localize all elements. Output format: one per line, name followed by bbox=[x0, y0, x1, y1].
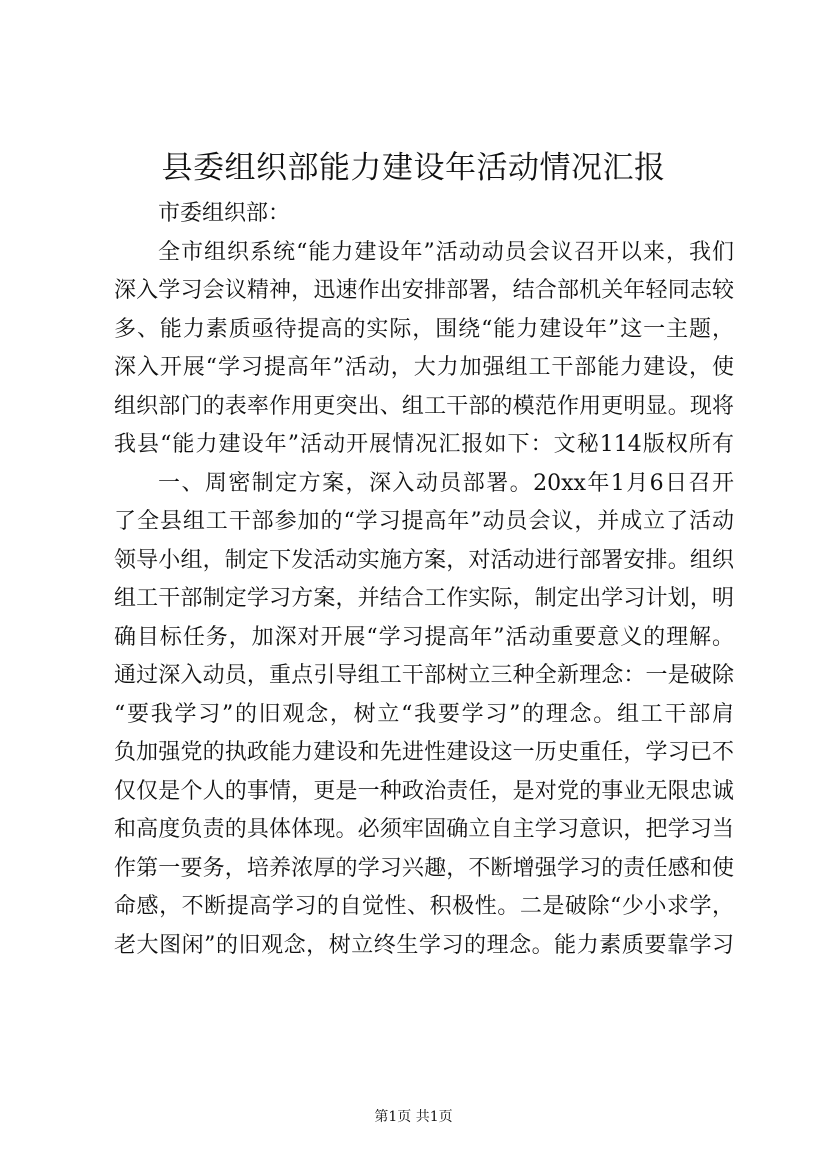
salutation-line: 市委组织部： bbox=[158, 201, 291, 226]
body-line: 组织部门的表率作用更突出、组工干部的模范作用更明显。现将 bbox=[114, 393, 734, 419]
document-title: 县委组织部能力建设年活动情况汇报 bbox=[161, 150, 666, 186]
body-line: 全市组织系统“能力建设年”活动动员会议召开以来，我们 bbox=[158, 239, 734, 265]
body-line: 作第一要务，培养浓厚的学习兴趣，不断增强学习的责任感和使 bbox=[114, 855, 734, 881]
body-line: 命感，不断提高学习的自觉性、积极性。二是破除“少小求学， bbox=[114, 894, 734, 919]
body-line: 确目标任务，加深对开展“学习提高年”活动重要意义的理解。 bbox=[114, 624, 734, 650]
body-line: 深入学习会议精神，迅速作出安排部署，结合部机关年轻同志较 bbox=[114, 278, 734, 303]
body-line: 老大图闲”的旧观念，树立终生学习的理念。能力素质要靠学习 bbox=[114, 932, 734, 958]
body-line: 和高度负责的具体体现。必须牢固确立自主学习意识，把学习当 bbox=[114, 817, 734, 842]
body-line: 我县“能力建设年”活动开展情况汇报如下：文秘114版权所有 bbox=[114, 432, 734, 457]
body-line: 多、能力素质亟待提高的实际，围绕“能力建设年”这一主题， bbox=[114, 316, 734, 342]
page-footer: 第1页 共1页 bbox=[374, 1109, 453, 1125]
body-line: 一、周密制定方案，深入动员部署。20xx年1月6日召开 bbox=[158, 470, 734, 496]
body-line: 领导小组，制定下发活动实施方案，对活动进行部署安排。组织 bbox=[114, 547, 734, 573]
body-line: “要我学习”的旧观念，树立“我要学习”的理念。组工干部肩 bbox=[114, 701, 734, 727]
document-body bbox=[114, 195, 734, 965]
body-line: 负加强党的执政能力建设和先进性建设这一历史重任，学习已不 bbox=[114, 740, 734, 765]
body-line: 组工干部制定学习方案，并结合工作实际，制定出学习计划，明 bbox=[114, 586, 734, 611]
body-line: 仅仅是个人的事情，更是一种政治责任，是对党的事业无限忠诚 bbox=[114, 778, 734, 804]
body-line: 通过深入动员，重点引导组工干部树立三种全新理念：一是破除 bbox=[114, 663, 734, 688]
body-line: 了全县组工干部参加的“学习提高年”动员会议，并成立了活动 bbox=[114, 509, 734, 534]
body-line: 深入开展“学习提高年”活动，大力加强组工干部能力建设，使 bbox=[114, 355, 734, 380]
